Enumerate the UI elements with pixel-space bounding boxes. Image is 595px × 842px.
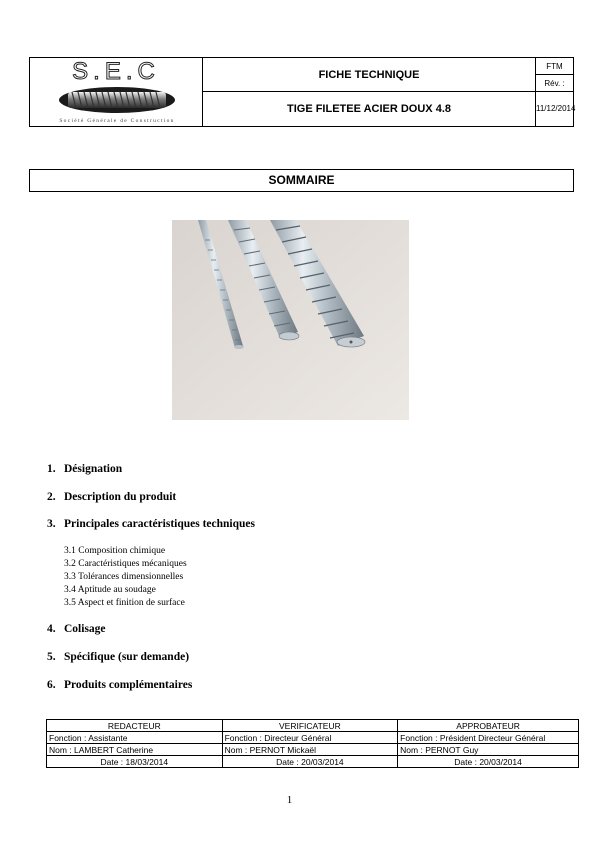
logo-subtitle: Société Générale de Construction xyxy=(59,118,175,124)
date-approbateur: Date : 20/03/2014 xyxy=(398,756,579,768)
company-logo xyxy=(30,58,203,126)
fonction-redacteur: Fonction : Assistante xyxy=(47,732,223,744)
header-title-block xyxy=(203,58,536,126)
toc-item-2[interactable]: 2. Description du produit xyxy=(47,491,177,503)
header-verificateur: VERIFICATEUR xyxy=(222,720,398,732)
toc-subitem-3-4[interactable]: 3.4 Aptitude au soudage xyxy=(64,585,156,595)
toc-item-1[interactable]: 1. Désignation xyxy=(47,463,123,475)
date-verificateur: Date : 20/03/2014 xyxy=(222,756,398,768)
document-type: FICHE TECHNIQUE xyxy=(203,58,535,92)
nom-verificateur: Nom : PERNOT Mickaël xyxy=(222,744,398,756)
toc-item-5[interactable]: 5. Spécifique (sur demande) xyxy=(47,651,190,663)
toc-subitem-3-3[interactable]: 3.3 Tolérances dimensionnelles xyxy=(64,572,184,582)
revision-label: Rév. : xyxy=(536,75,573,92)
date-redacteur: Date : 18/03/2014 xyxy=(47,756,223,768)
header-approbateur: APPROBATEUR xyxy=(398,720,579,732)
fonction-approbateur: Fonction : Président Directeur Général xyxy=(398,732,579,744)
nom-redacteur: Nom : LAMBERT Catherine xyxy=(47,744,223,756)
fonction-verificateur: Fonction : Directeur Général xyxy=(222,732,398,744)
document-header xyxy=(29,57,574,127)
document-code: FTM xyxy=(536,58,573,75)
toc-subitem-3-2[interactable]: 3.2 Caractéristiques mécaniques xyxy=(64,559,187,569)
toc-item-4[interactable]: 4. Colisage xyxy=(47,623,106,635)
document-date: 11/12/2014 xyxy=(536,104,576,113)
toc-item-6[interactable]: 6. Produits complémentaires xyxy=(47,679,193,691)
signature-nom-row xyxy=(47,744,579,756)
threaded-rod-logo-icon xyxy=(58,86,176,114)
header-redacteur: REDACTEUR xyxy=(47,720,223,732)
page-number: 1 xyxy=(286,794,293,806)
header-meta xyxy=(536,58,576,126)
toc-item-3[interactable]: 3. Principales caractéristiques techniques xyxy=(47,518,256,530)
logo-text: S.E.C xyxy=(72,58,160,85)
toc-subitem-3-5[interactable]: 3.5 Aspect et finition de surface xyxy=(64,598,185,608)
summary-heading: SOMMAIRE xyxy=(29,169,574,192)
product-title: TIGE FILETEE ACIER DOUX 4.8 xyxy=(286,103,451,115)
toc-subitem-3-1[interactable]: 3.1 Composition chimique xyxy=(64,546,166,556)
signature-table xyxy=(46,719,579,768)
signature-date-row xyxy=(47,756,579,768)
signature-header-row xyxy=(47,720,579,732)
threaded-rods-photo xyxy=(172,220,409,420)
nom-approbateur: Nom : PERNOT Guy xyxy=(398,744,579,756)
signature-fonction-row xyxy=(47,732,579,744)
